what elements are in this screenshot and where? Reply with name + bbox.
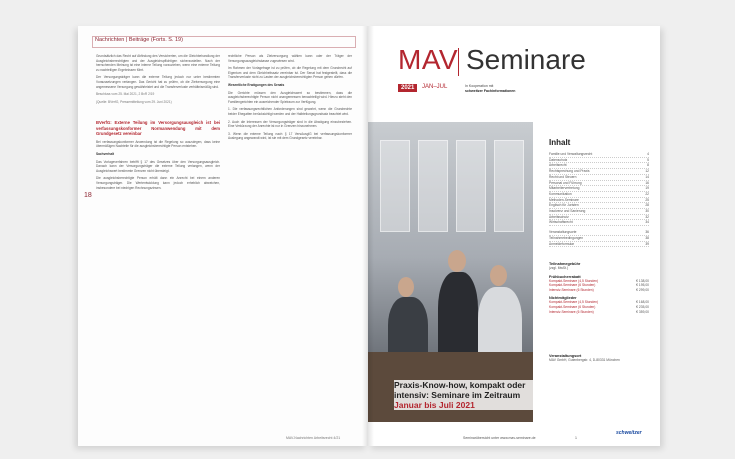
section-subheading: Wesentliche Erwägungen des Senats [228, 82, 285, 87]
contents-label: Teilnahmebedingungen [549, 235, 584, 240]
cooperation-partner: schweitzer Fachinformationen [465, 89, 516, 93]
price-value: € 138,00 [636, 278, 649, 283]
footer-link[interactable]: Seminarübersicht unter www.mav-seminare.de [463, 436, 536, 440]
photo-person-head [448, 250, 466, 272]
spine-shadow [362, 26, 374, 446]
contents-page: 16 [645, 180, 649, 185]
price-label: Kompakt-Seminare (4,5 Stunden) [549, 300, 599, 305]
paragraph: rechtliche Person als Zielversorgung wählen kann oder der Träger der Versorgungsausgleichskasse zugewiesen wird. [228, 54, 352, 63]
price-label: Kompakt-Seminare (6 Stunden) [549, 304, 596, 309]
contents-label: Mitarbeitervertretung [549, 186, 580, 191]
fee-title: Teilnahmegebühr [549, 262, 581, 266]
article-heading: BVerfG: Externe Teilung im Versorgungsausgleich ist bei verfassungskonformer Normanwendung mit dem Grundgesetz vereinbar [96, 120, 220, 137]
masthead [398, 44, 648, 114]
contents-page: 19 [645, 186, 649, 191]
contents-page: 14 [645, 174, 649, 179]
price-row [549, 288, 649, 293]
contents-label: Anmeldeformular [549, 241, 575, 246]
cover-headline [394, 380, 533, 422]
photo-window [456, 140, 486, 232]
price-value: € 235,00 [636, 304, 649, 309]
price-label: Intensiv-Seminare (6 Stunden) [549, 309, 594, 314]
contents-label: Recht und Steuern [549, 174, 577, 179]
left-page [78, 26, 368, 446]
section-subheading: Sachverhalt [96, 152, 115, 157]
price-value: € 299,00 [636, 287, 649, 292]
price-label: Kompakt-Seminare (4,5 Stunden) [549, 278, 599, 283]
paragraph: Die Gerichte müssen den Ausgleichswert so bestimmen, dass die ausgleichsberechtigte Person nicht unangemessen benachteiligt wird. Hierzu steht den Familiengerichten ein ausreichender Spielraum zur Verfügung. [228, 90, 352, 104]
contents-page: 38 [645, 235, 649, 240]
contents-page: 12 [645, 169, 649, 174]
contents-page: 25 [645, 197, 649, 202]
contents-label: Arbeitsrecht [549, 163, 567, 168]
contents-label: Personal und Führung [549, 180, 582, 185]
contents-page: 30 [645, 209, 649, 214]
paragraph: Die ausgleichsberechtigte Person erhält dann ein Anrecht bei einem anderen Versorgungsträger. Die Wertentwicklung kann jedoch erheblich abweichen, insbesondere bei niedrigen Rechnungszinsen. [96, 176, 220, 190]
paragraph: Das Vorlageverfahren betrifft § 17 des Gesetzes über den Versorgungsausgleich. Danach kann der Versorgungsträger die externe Teilung verlangen, wenn der Ausgleichswert bestimmte Grenzen nicht übersteigt. [96, 159, 220, 173]
price-value: € 168,00 [636, 300, 649, 305]
members-title: Frühbucherrabatt [549, 274, 581, 279]
price-label: Kompakt-Seminare (6 Stunden) [549, 283, 596, 288]
paragraph: 1. Die verfassungsrechtlichen Anforderungen sind gewahrt, wenn die Grundrechte beider Ehegatten berücksichtigt werden und der Halbteilungsgrundsatz beachtet wird. [228, 107, 352, 116]
venue-title: Veranstaltungsort [549, 354, 582, 359]
cooperation-prefix: In Kooperation mit [465, 84, 494, 88]
contents-item[interactable] [549, 242, 649, 248]
headline-dates: Januar bis Juli 2021 [394, 400, 533, 410]
contents-list [549, 152, 649, 247]
page-number: 18 [84, 192, 92, 199]
contents-label: Englisch für Juristen [549, 203, 579, 208]
contents-page: 4 [647, 152, 649, 156]
paragraph: Im Rahmen der Vorlagefrage ist zu prüfen, ob die Regelung mit dem Grundrecht auf Eigentum und dem Gleichheitssatz vereinbar ist. Der Senat hat festgestellt, dass die Transferverluste nicht zu Lasten der ausgleichsberechtigten Person gehen dürfen. [228, 66, 352, 80]
contents-label: Methoden-Seminare [549, 197, 579, 202]
headline-text: Praxis-Know-how, kompakt oder intensiv: Seminare im Zeitraum [394, 380, 533, 400]
page-header: Nachrichten | Beiträge (Forts. S. 19) [95, 37, 183, 43]
photo-window [418, 140, 448, 232]
source-note: Beschluss vom 25. Mai 2021, 2 BvR 2/19 [96, 92, 155, 97]
fee-note: (zzgl. MwSt.) [549, 266, 569, 270]
contents-label: Wirtschaftsrecht [549, 220, 573, 225]
contents-page: 28 [645, 203, 649, 208]
source-note-2: (Quelle: BVerfG, Pressemitteilung vom 29. Juni 2021) [96, 99, 172, 104]
contents-label: Rechtsprechung und Praxis [549, 169, 590, 174]
left-column [96, 54, 220, 193]
fee-info [549, 258, 649, 363]
venue-text: MAV GmbH, Gutenbergstr. 4, D-80331 München [549, 358, 620, 363]
contents-label: Arbeitsschutz [549, 214, 569, 219]
contents-page: 36 [645, 230, 649, 235]
price-row [549, 310, 649, 315]
year-badge: 2021 [398, 84, 417, 92]
contents-label: Datenschutz [549, 157, 568, 162]
photo-person [438, 272, 478, 362]
price-value: € 195,00 [636, 283, 649, 288]
paragraph: Der Versorgungsträger kann die externe Teilung jedoch nur unter bestimmten Voraussetzungen verlangen. Das Gericht hat zu prüfen, ob die Zielversorgung eine angemessene Versorgung gewährleistet und die Transferverluste verhältnismäßig sind. [96, 75, 220, 89]
price-label: Intensiv-Seminare (6 Stunden) [549, 287, 594, 292]
price-value: € 359,00 [636, 309, 649, 314]
paragraph: Grundsätzlich das Recht auf Abfindung des Versicherten, um die Gleichbehandlung der Ausgleichsberechtigten und der Ausgleichspflichtigen sicherzustellen. Nach der herrschenden Meinung ist eine interne Teilung vorzuziehen, wenn eine externe Teilung zu nachteiligen Ergebnissen führt. [96, 54, 220, 72]
footer-page-number: 1 [575, 436, 577, 440]
photo-person-head [490, 265, 507, 286]
right-column [228, 54, 352, 144]
paragraph: Bei verfassungskonformer Anwendung ist die Regelung so auszulegen, dass keine übermäßigen Nachteile für die ausgleichsberechtigte Person entstehen. [96, 139, 220, 149]
paragraph: 3. Wenn die externe Teilung nach § 17 VersAusglG bei verfassungskonformer Auslegung angewandt wird, ist sie mit dem Grundgesetz vereinbar. [228, 131, 352, 141]
photo-window [380, 140, 410, 232]
contents-page: 39 [645, 241, 649, 246]
brand-mav: MAV [398, 44, 459, 75]
contents-title: Inhalt [549, 138, 571, 147]
contents-label: Kommunikation [549, 191, 572, 196]
contents-label: Veranstaltungsorte [549, 230, 577, 235]
photo-person-head [398, 277, 414, 297]
contents-label: Familie und Verwaltungsrecht [549, 152, 593, 156]
contents-page: 22 [645, 191, 649, 196]
contents-page: 8 [647, 163, 649, 168]
cover-photo [368, 122, 533, 422]
right-page [368, 26, 660, 446]
paragraph: 2. Auch die Interessen der Versorgungsträger sind in die Abwägung einzubeziehen. Eine Verkürzung der Anrechte ist nur in Grenzen hinzunehmen. [228, 119, 352, 129]
contents-page: 5 [647, 157, 649, 162]
masthead-title: Seminare [466, 44, 586, 75]
contents-page: 34 [645, 220, 649, 225]
photo-window [494, 140, 524, 232]
masthead-divider [458, 48, 459, 76]
partner-logo: schweitzer [616, 430, 642, 436]
cooperation-note [465, 84, 515, 94]
period-label: JAN–JUL [422, 84, 448, 90]
contents-label: Insolvenz und Sanierung [549, 209, 586, 214]
contents-page: 32 [645, 214, 649, 219]
nonmembers-title: Nichtmitglieder [549, 296, 577, 301]
page-footer: MAV-Nachrichten Arbeitsrecht 4/21 [286, 436, 341, 440]
